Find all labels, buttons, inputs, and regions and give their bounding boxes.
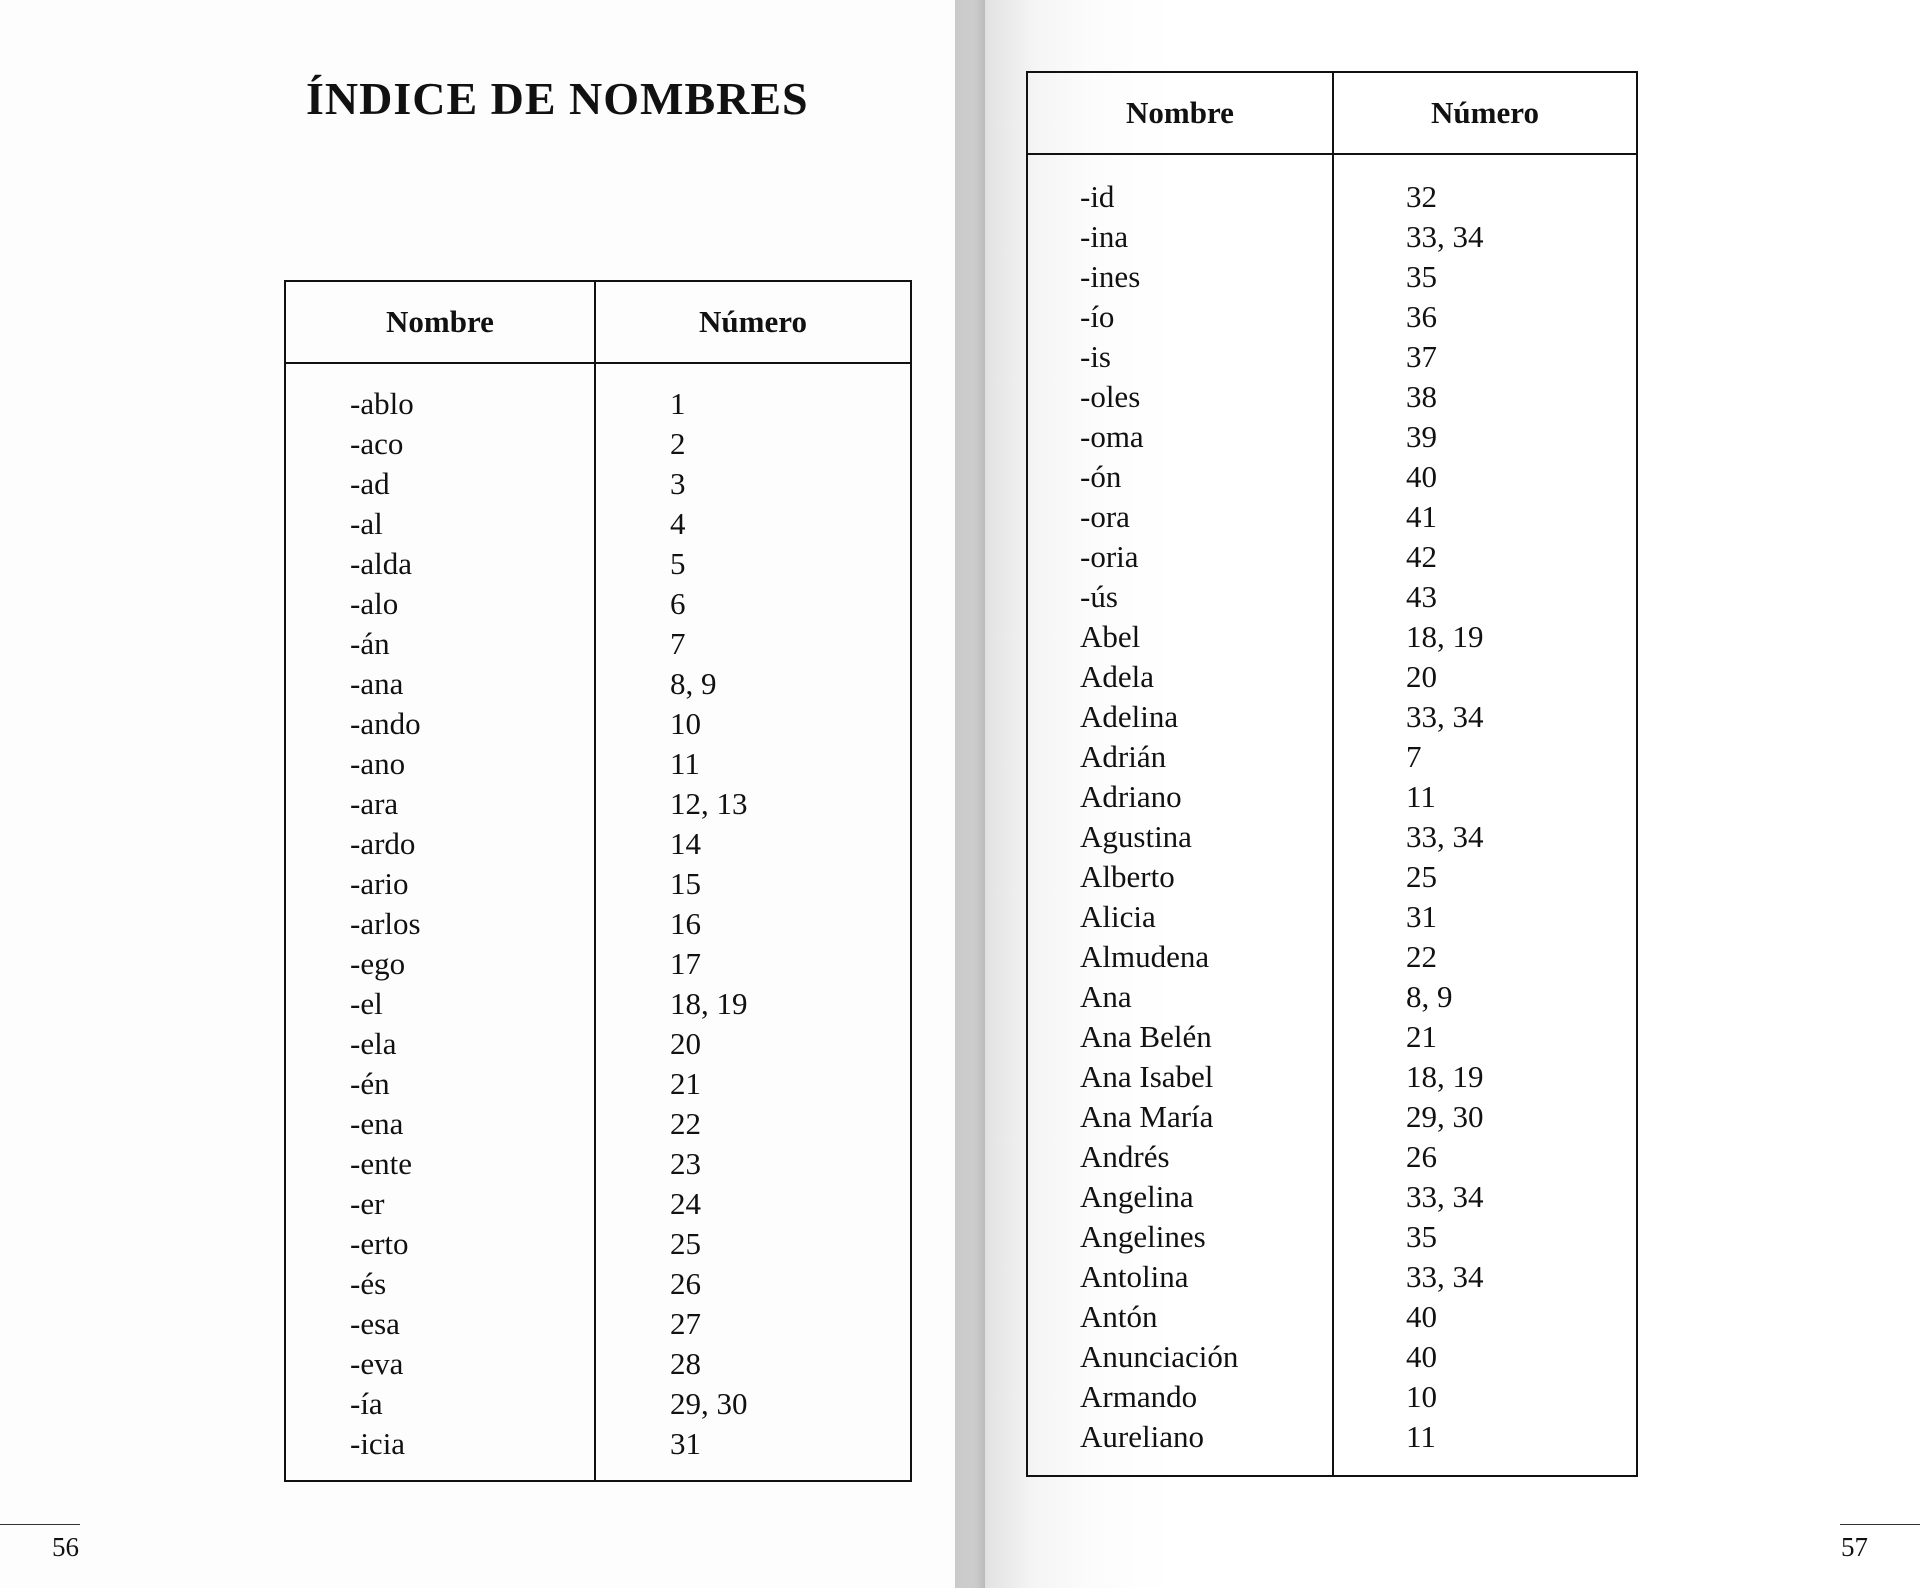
name-entry: -icia (350, 1426, 406, 1461)
name-entry: -ara (350, 786, 399, 821)
name-entry: -alda (350, 546, 412, 581)
number-entry: 17 (670, 946, 701, 981)
name-entry: -ad (350, 466, 390, 501)
name-entry: -ía (350, 1386, 383, 1421)
number-entry: 3 (670, 466, 686, 501)
name-entry: Aureliano (1080, 1419, 1204, 1454)
number-entry: 5 (670, 546, 686, 581)
name-entry: Antón (1080, 1299, 1158, 1334)
name-entry: Abel (1080, 619, 1141, 654)
number-entry: 33, 34 (1406, 819, 1484, 854)
number-entry: 8, 9 (1406, 979, 1453, 1014)
number-entry: 24 (670, 1186, 701, 1221)
name-entry: -én (350, 1066, 390, 1101)
column-header-nombre: Nombre (1027, 72, 1333, 154)
number-entry: 18, 19 (670, 986, 748, 1021)
name-entry: Ana Belén (1080, 1019, 1212, 1054)
name-entry: Adrián (1080, 739, 1167, 774)
name-entry: -ario (350, 866, 409, 901)
number-entry: 29, 30 (1406, 1099, 1484, 1134)
name-entry: Adelina (1080, 699, 1179, 734)
name-entry: -ana (350, 666, 404, 701)
name-entry: -ora (1080, 499, 1130, 534)
number-entry: 23 (670, 1146, 701, 1181)
page-number: 57 (1841, 1532, 1868, 1562)
number-entry: 33, 34 (1406, 219, 1484, 254)
name-column (1027, 154, 1333, 1476)
column-header-numero: Número (1333, 72, 1637, 154)
number-column (1333, 154, 1637, 1476)
names-index-table-left (284, 280, 912, 1482)
name-list (350, 384, 594, 1464)
name-entry: Andrés (1080, 1139, 1170, 1174)
number-entry: 20 (1406, 659, 1437, 694)
name-entry: -ente (350, 1146, 412, 1181)
number-entry: 16 (670, 906, 701, 941)
name-entry: -er (350, 1186, 385, 1221)
name-entry: -ón (1080, 459, 1122, 494)
name-entry: -ina (1080, 219, 1129, 254)
number-entry: 41 (1406, 499, 1437, 534)
number-entry: 20 (670, 1026, 701, 1061)
footer-rule (0, 1524, 80, 1525)
number-entry: 36 (1406, 299, 1437, 334)
number-entry: 18, 19 (1406, 619, 1484, 654)
name-entry: -ando (350, 706, 421, 741)
right-page (955, 0, 1920, 1588)
name-entry: -ela (350, 1026, 397, 1061)
name-entry: Ana Isabel (1080, 1059, 1214, 1094)
name-entry: -el (350, 986, 383, 1021)
name-entry: -ego (350, 946, 406, 981)
number-entry: 40 (1406, 1339, 1437, 1374)
number-entry: 38 (1406, 379, 1437, 414)
number-entry: 31 (1406, 899, 1437, 934)
number-entry: 42 (1406, 539, 1437, 574)
name-entry: -al (350, 506, 383, 541)
name-entry: Armando (1080, 1379, 1198, 1414)
number-entry: 33, 34 (1406, 1179, 1484, 1214)
number-entry: 21 (1406, 1019, 1437, 1054)
number-entry: 35 (1406, 1219, 1437, 1254)
number-entry: 11 (1406, 779, 1436, 814)
number-entry: 39 (1406, 419, 1437, 454)
number-entry: 26 (670, 1266, 701, 1301)
name-entry: -oma (1080, 419, 1144, 454)
name-entry: Agustina (1080, 819, 1192, 854)
number-entry: 40 (1406, 1299, 1437, 1334)
number-entry: 18, 19 (1406, 1059, 1484, 1094)
number-entry: 43 (1406, 579, 1437, 614)
name-entry: -án (350, 626, 390, 661)
name-entry: -ines (1080, 259, 1141, 294)
name-entry: Alberto (1080, 859, 1175, 894)
name-entry: Antolina (1080, 1259, 1189, 1294)
number-entry: 31 (670, 1426, 701, 1461)
number-entry: 21 (670, 1066, 701, 1101)
number-entry: 22 (1406, 939, 1437, 974)
name-entry: -ío (1080, 299, 1115, 334)
column-header-numero: Número (595, 281, 911, 363)
number-entry: 10 (1406, 1379, 1437, 1414)
name-entry: -ablo (350, 386, 414, 421)
name-list (1080, 177, 1332, 1457)
number-entry: 35 (1406, 259, 1437, 294)
number-entry: 4 (670, 506, 686, 541)
name-entry: -alo (350, 586, 399, 621)
names-index-table-right (1026, 71, 1638, 1477)
name-entry: Ana (1080, 979, 1132, 1014)
number-entry: 26 (1406, 1139, 1437, 1174)
name-entry: -erto (350, 1226, 409, 1261)
name-entry: Angelines (1080, 1219, 1206, 1254)
name-entry: Anunciación (1080, 1339, 1239, 1374)
number-entry: 12, 13 (670, 786, 748, 821)
name-entry: Alicia (1080, 899, 1156, 934)
name-entry: Adela (1080, 659, 1155, 694)
number-entry: 25 (670, 1226, 701, 1261)
number-list (1406, 177, 1636, 1457)
number-entry: 14 (670, 826, 701, 861)
number-entry: 22 (670, 1106, 701, 1141)
footer-rule (1840, 1524, 1920, 1525)
name-column (285, 363, 595, 1481)
number-entry: 11 (1406, 1419, 1436, 1454)
name-entry: -ena (350, 1106, 404, 1141)
name-entry: Angelina (1080, 1179, 1194, 1214)
number-entry: 37 (1406, 339, 1437, 374)
gutter-shadow (955, 0, 985, 1588)
index-title: ÍNDICE DE NOMBRES (306, 73, 809, 124)
name-entry: -aco (350, 426, 404, 461)
number-entry: 11 (670, 746, 700, 781)
number-entry: 28 (670, 1346, 701, 1381)
name-entry: -arlos (350, 906, 421, 941)
name-entry: -esa (350, 1306, 400, 1341)
name-entry: -eva (350, 1346, 404, 1381)
number-list (670, 384, 910, 1464)
number-entry: 32 (1406, 179, 1437, 214)
number-entry: 8, 9 (670, 666, 717, 701)
name-entry: Ana María (1080, 1099, 1214, 1134)
name-entry: -ano (350, 746, 406, 781)
name-entry: -ardo (350, 826, 416, 861)
number-entry: 10 (670, 706, 701, 741)
number-entry: 27 (670, 1306, 701, 1341)
name-entry: -oria (1080, 539, 1139, 574)
number-entry: 15 (670, 866, 701, 901)
number-entry: 7 (1406, 739, 1422, 774)
number-entry: 33, 34 (1406, 699, 1484, 734)
number-entry: 29, 30 (670, 1386, 748, 1421)
name-entry: Almudena (1080, 939, 1210, 974)
name-entry: -id (1080, 179, 1115, 214)
number-entry: 25 (1406, 859, 1437, 894)
column-header-nombre: Nombre (285, 281, 595, 363)
name-entry: -is (1080, 339, 1111, 374)
number-entry: 1 (670, 386, 686, 421)
left-page (0, 0, 955, 1588)
number-entry: 7 (670, 626, 686, 661)
number-entry: 33, 34 (1406, 1259, 1484, 1294)
number-entry: 40 (1406, 459, 1437, 494)
name-entry: -oles (1080, 379, 1141, 414)
name-entry: -és (350, 1266, 387, 1301)
name-entry: -ús (1080, 579, 1118, 614)
name-entry: Adriano (1080, 779, 1182, 814)
page-number: 56 (52, 1532, 79, 1562)
number-column (595, 363, 911, 1481)
number-entry: 6 (670, 586, 686, 621)
number-entry: 2 (670, 426, 686, 461)
